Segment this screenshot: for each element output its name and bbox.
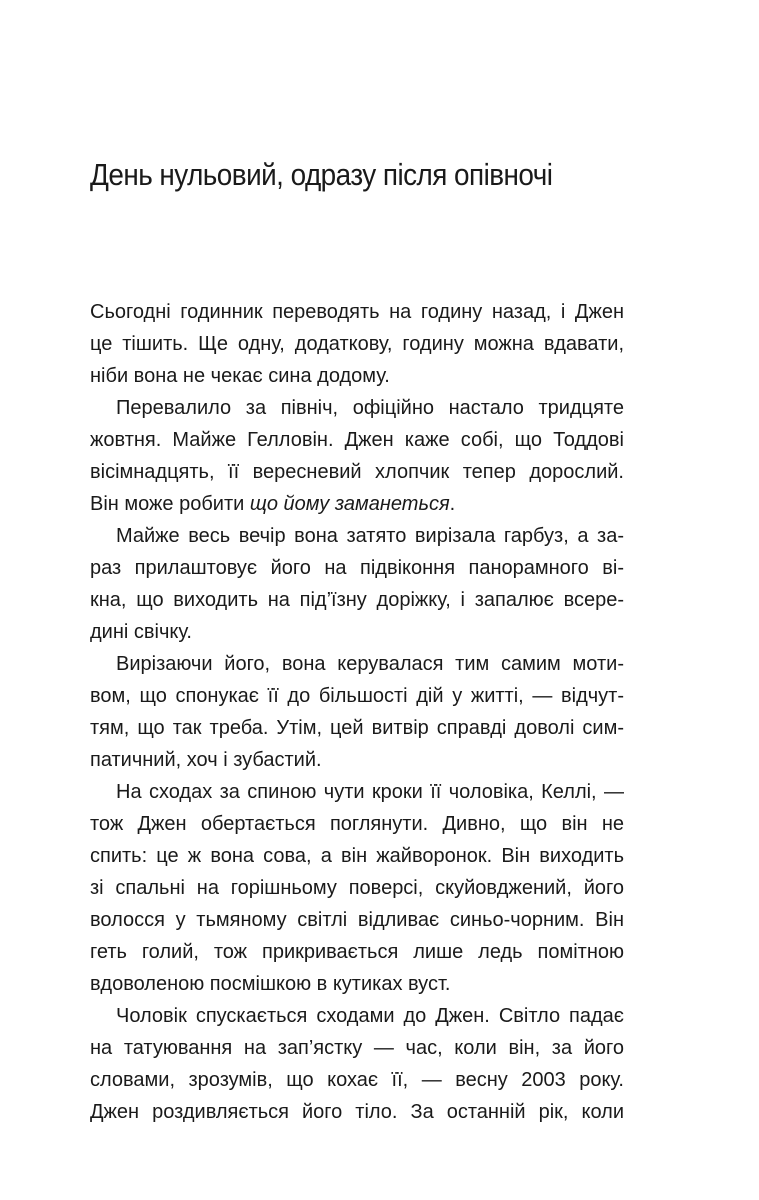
text-line: Майже весь вечір вона затято вирізала гарбуз, а за- <box>116 525 624 547</box>
text-line: вдоволеною посмішкою в кутиках вуст. <box>90 973 451 995</box>
paragraph <box>90 648 624 776</box>
paragraph <box>90 1000 624 1128</box>
text-line: це тішить. Ще одну, додаткову, годину можна вдавати, <box>90 333 624 355</box>
text-line: вісімнадцять, її вересневий хлопчик тепер дорослий. <box>90 461 624 483</box>
text-segment: Він може робити <box>90 493 250 515</box>
paragraph <box>90 392 624 520</box>
text-line: Вирізаючи його, вона керувалася тим самим моти- <box>116 653 624 675</box>
text-line: Сьогодні годинник переводять на годину назад, і Джен <box>90 301 624 323</box>
text-line: Перевалило за північ, офіційно настало тридцяте <box>116 397 624 419</box>
text-line: ніби вона не чекає сина додому. <box>90 365 390 387</box>
text-line <box>90 488 624 520</box>
paragraph <box>90 296 624 392</box>
text-line: Чоловік спускається сходами до Джен. Світло падає <box>116 1005 624 1027</box>
text-line: геть голий, тож прикривається лише ледь помітною <box>90 941 624 963</box>
chapter-title: День нульовий, одразу після опівночі <box>90 157 553 192</box>
text-line: жовтня. Майже Гелловін. Джен каже собі, що Тоддові <box>90 429 624 451</box>
text-line: спить: це ж вона сова, а він жайворонок. Він виходить <box>90 845 624 867</box>
text-line: тож Джен обертається поглянути. Дивно, що він не <box>90 813 624 835</box>
text-line: вом, що спонукає її до більшості дій у житті, — відчут- <box>90 685 624 707</box>
text-line: На сходах за спиною чути кроки її чоловіка, Келлі, — <box>116 781 624 803</box>
paragraph <box>90 776 624 1000</box>
paragraph <box>90 520 624 648</box>
chapter-body <box>90 296 624 1128</box>
text-line: зі спальні на горішньому поверсі, скуйовджений, його <box>90 877 624 899</box>
text-line: дині свічку. <box>90 621 192 643</box>
text-line: волосся у тьмяному світлі відливає синьо-чорним. Він <box>90 909 624 931</box>
text-line: Джен роздивляється його тіло. За останній рік, коли <box>90 1101 624 1123</box>
text-line: патичний, хоч і зубастий. <box>90 749 322 771</box>
text-line: на татуювання на зап’ястку — час, коли він, за його <box>90 1037 624 1059</box>
text-line: словами, зрозумів, що кохає її, — весну 2003 року. <box>90 1069 624 1091</box>
text-segment: . <box>449 493 456 515</box>
italic-emphasis: що йому заманеться <box>249 493 450 515</box>
text-line: раз прилаштовує його на підвіконня панорамного ві- <box>90 557 624 579</box>
text-line: кна, що виходить на під’їзну доріжку, і запалює всере- <box>90 589 624 611</box>
text-line: тям, що так треба. Утім, цей витвір справді доволі сим- <box>90 717 624 739</box>
